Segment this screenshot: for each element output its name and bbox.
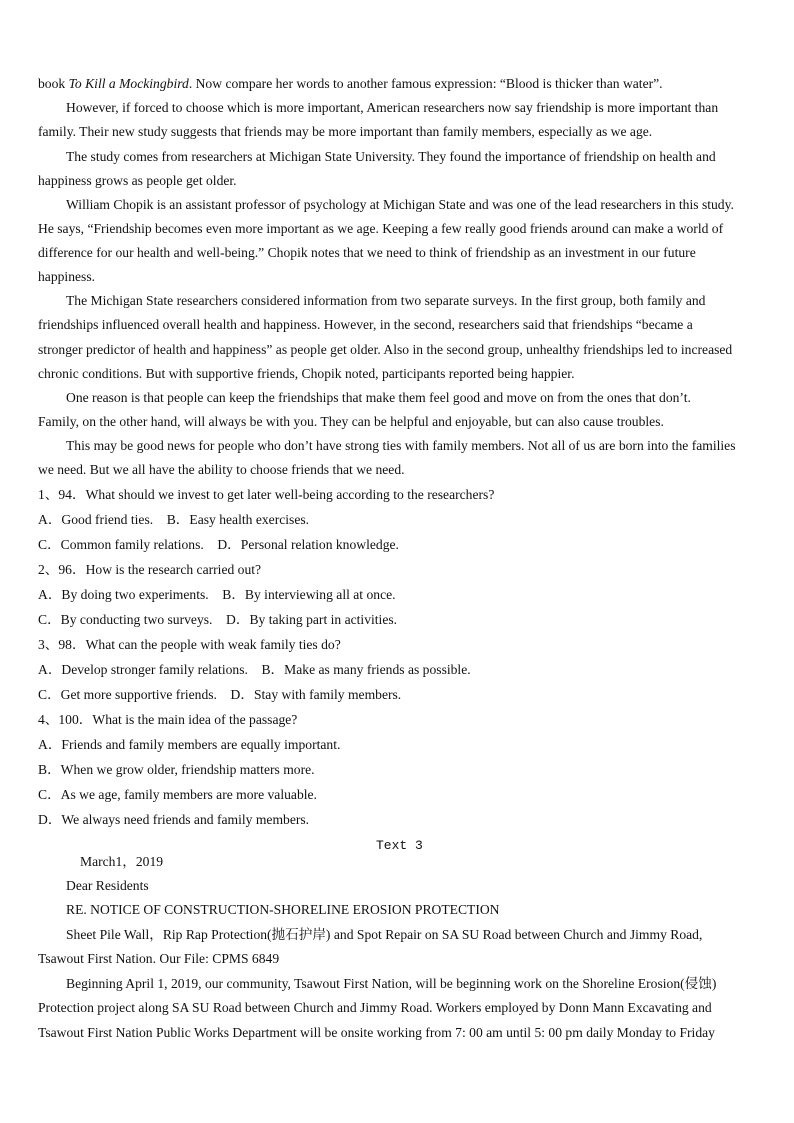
passage-line: family. Their new study suggests that friends may be more important than family members, especially as we age. <box>38 124 653 139</box>
text: book <box>38 76 69 91</box>
passage-line: The Michigan State researchers considered information from two separate surveys. In the first group, both family and <box>66 293 706 308</box>
question-2: 2、96．How is the research carried out? <box>38 562 262 577</box>
options: C．Get more supportive friends. D．Stay with family members. <box>38 687 402 702</box>
letter-line: Beginning April 1, 2019, our community, Tsawout First Nation, will be beginning work on the Shoreline Erosion(侵蚀) <box>66 976 717 991</box>
letter-date: March1，2019 <box>80 854 164 869</box>
passage-line: He says, “Friendship becomes even more important as we age. Keeping a few really good friends around can make a world of <box>38 221 724 236</box>
letter-greeting: Dear Residents <box>66 878 149 893</box>
passage-line: friendships influenced overall health and happiness. However, in the second, researchers said that friendships “became a <box>38 317 693 332</box>
passage-line: William Chopik is an assistant professor of psychology at Michigan State and was one of the lead researchers in this study. <box>66 197 734 212</box>
passage-line: chronic conditions. But with supportive friends, Chopik noted, participants reported being happier. <box>38 366 575 381</box>
passage-line: This may be good news for people who don’t have strong ties with family members. Not all of us are born into the families <box>66 438 736 453</box>
option: B．When we grow older, friendship matters more. <box>38 762 315 777</box>
question-1: 1、94．What should we invest to get later well-being according to the researchers? <box>38 487 495 502</box>
option: D．We always need friends and family members. <box>38 812 310 827</box>
section-heading: Text 3 <box>376 838 423 853</box>
options: A．Good friend ties. B．Easy health exercises. <box>38 512 310 527</box>
options: C．By conducting two surveys. D．By taking part in activities. <box>38 612 398 627</box>
passage-line: The study comes from researchers at Michigan State University. They found the importance of friendship on health and <box>66 149 716 164</box>
option: A．Friends and family members are equally important. <box>38 737 341 752</box>
passage-line: difference for our health and well-being.” Chopik notes that we need to think of friendship as an investment in our future <box>38 245 696 260</box>
book-title: To Kill a Mockingbird <box>68 76 189 91</box>
passage-line: One reason is that people can keep the friendships that make them feel good and move on from the ones that don’t. <box>66 390 691 405</box>
letter-line: Tsawout First Nation. Our File: CPMS 6849 <box>38 951 280 966</box>
question-4: 4、100．What is the main idea of the passage? <box>38 712 298 727</box>
passage-line <box>38 75 663 93</box>
question-3: 3、98．What can the people with weak family ties do? <box>38 637 341 652</box>
options: A．Develop stronger family relations. B．Make as many friends as possible. <box>38 662 471 677</box>
letter-subject: RE. NOTICE OF CONSTRUCTION-SHORELINE EROSION PROTECTION <box>66 902 500 917</box>
passage-line: Family, on the other hand, will always be with you. They can be helpful and enjoyable, but can also cause troubles. <box>38 414 664 429</box>
passage-line: stronger predictor of health and happiness” as people get older. Also in the second group, unhealthy friendships led to increased <box>38 342 733 357</box>
option: C．As we age, family members are more valuable. <box>38 787 317 802</box>
options: A．By doing two experiments. B．By interviewing all at once. <box>38 587 396 602</box>
letter-line: Tsawout First Nation Public Works Department will be onsite working from 7: 00 am until 5: 00 pm daily Monday to Friday <box>38 1025 715 1040</box>
passage-line: happiness grows as people get older. <box>38 173 237 188</box>
text: . Now compare her words to another famous expression: “Blood is thicker than water”. <box>188 76 663 91</box>
letter-line: Sheet Pile Wall，Rip Rap Protection(抛石护岸) and Spot Repair on SA SU Road between Church and Jimmy Road, <box>66 927 703 942</box>
passage-line: happiness. <box>38 269 96 284</box>
passage-line: we need. But we all have the ability to choose friends that we need. <box>38 462 405 477</box>
letter-line: Protection project along SA SU Road between Church and Jimmy Road. Workers employed by Donn Mann Excavating and <box>38 1000 712 1015</box>
passage-line: However, if forced to choose which is more important, American researchers now say friendship is more important than <box>66 100 719 115</box>
options: C．Common family relations. D．Personal relation knowledge. <box>38 537 399 552</box>
